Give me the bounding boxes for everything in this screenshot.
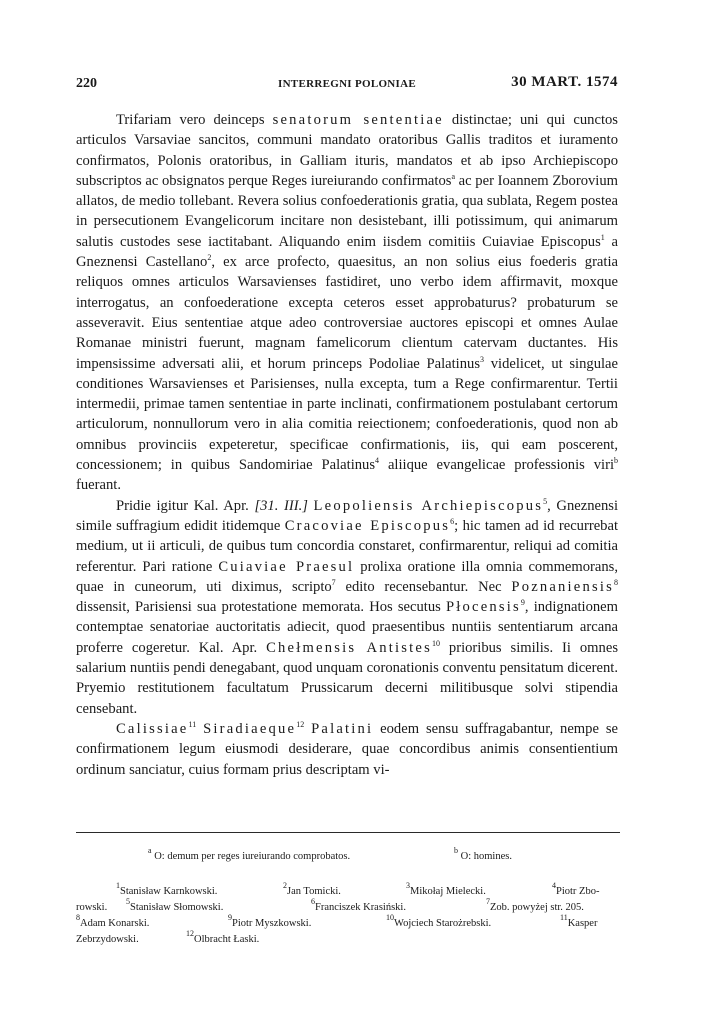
- running-header: [76, 74, 618, 96]
- spaced-name: Cuiaviae Praesul: [218, 558, 355, 575]
- note-11: $^{11}$ Kasper: [560, 913, 598, 929]
- page-number: 220: [76, 76, 97, 91]
- note-7: $^7$ Zob. powyżej str. 205.: [486, 897, 584, 913]
- footnote-ref: 8: [614, 577, 618, 587]
- note-6: $^6$ Franciszek Krasiński.: [311, 897, 406, 913]
- note-1: $^1$ Stanisław Karnkowski.: [116, 881, 218, 897]
- note-9: $^9$ Piotr Myszkowski.: [228, 913, 312, 929]
- text-run: ; hic tamen ad id recurrebat medium, ut ii articuli, de quibus tum concordia constaret, confirmarentur, reliqui ad comitia referentur. Pari ratione: [76, 517, 618, 575]
- note-12: $^{12}$ Olbracht Łaski.: [186, 929, 260, 945]
- text-run: Pridie igitur Kal. Apr.: [116, 497, 255, 514]
- text-run: distinctae; uni qui cunctos articulos Varsaviae sancitos, communi mandato oratoribus Gallis traditos et iuramento confirmatos, Polonis oratoribus, in Galliam ituris, mandatos et ab ipso Archiepiscopo subscriptos ac obsignatos perque Reges iureiurando confirmatos: [76, 112, 618, 189]
- text-run: aliique evangelicae professionis viri: [379, 457, 614, 474]
- footnote-ref: 7: [331, 577, 336, 587]
- paragraph: [76, 719, 618, 780]
- person-notes: [76, 881, 620, 948]
- main-text: [76, 110, 618, 780]
- footnote-ref: 11: [188, 719, 197, 729]
- footnote-ref: 2: [207, 253, 212, 263]
- note-11-cont: Zebrzydowski.: [76, 934, 139, 945]
- text-run: , ex arce profecto, quaesitus, an non solius eius foederis gratia reliquos omnes articulos Warsavienses fastidiret, uno verbo idem affirmavit, moxque interrogatus, an confoederatione excepta ceteros esset approbaturus? probaturum se asseveravit. Eius sententiae atque adeo controversiae auctores episcopi et omnes Aulae Romanae ministri fuerunt, magnam famelicorum clientum catervam ductantes. His impensissime adversati alii, et horum princeps Podoliae Palatinus: [76, 254, 618, 372]
- text-run: a Gneznensi Castellano: [76, 233, 618, 271]
- text-run: , indignationem contemptae senatoriae auctoritatis adiecit, quod praesentibus nuntiis sententiarum arcana proferre cogeretur. Kal. Apr.: [76, 599, 619, 656]
- footnote-ref: 10: [431, 638, 440, 648]
- text-run: dissensit, Parisiensi sua protestatione memorata. Hos secutus: [76, 599, 446, 616]
- spaced-name: Palatini: [311, 720, 374, 737]
- text-run: prolixa oratione illa omnia commemorans, quae in cuneorum, uti diximus, scripto: [76, 558, 619, 595]
- date-bracket: [31. III.]: [254, 497, 308, 514]
- note-8: $^8$ Adam Konarski.: [76, 913, 150, 929]
- paragraph: [76, 496, 618, 719]
- note-4: $^4$ Piotr Zbo-: [552, 881, 600, 897]
- footnote-ref: 3: [480, 354, 485, 364]
- text-run: edito recensebantur. Nec: [335, 578, 512, 595]
- note-line: [76, 881, 620, 900]
- text-run: , Gneznensi simile suffragium edidit itidemque: [76, 497, 618, 534]
- note-5: $^5$ Stanisław Słomowski.: [126, 897, 224, 913]
- footnote-ref: 1: [600, 232, 605, 242]
- running-title: INTERREGNI POLONIAE: [277, 78, 417, 90]
- note-line: [76, 929, 620, 948]
- footnote-ref: a: [451, 171, 455, 181]
- header-date: 30 MART. 1574: [511, 74, 618, 90]
- spaced-name: Siradiaeque: [203, 720, 297, 737]
- spaced-name: Calissiae: [116, 720, 189, 737]
- spaced-name: Cracoviae Episcopus: [284, 517, 451, 534]
- text-run: Trifariam vero deinceps: [116, 112, 273, 128]
- footnote-ref: 9: [520, 598, 525, 608]
- note-line: [76, 913, 620, 932]
- text-run: prioribus similis. Ii omnes salarium nuntiis pendi denegabant, quod unquam coronationis conventu pensitatum dicerent. Pryemio restitutionem facultatum Prussicarum decerni militibusque solvi stipendia censebant.: [76, 639, 618, 717]
- footnote-separator: [76, 832, 620, 833]
- note-10: $^{10}$ Wojciech Starożrebski.: [386, 913, 492, 929]
- note-2: $^2$ Jan Tomicki.: [283, 881, 341, 897]
- spaced-name: Chełmensis Antistes: [266, 639, 432, 656]
- spaced-name: Poznaniensis: [511, 578, 614, 595]
- textual-note-a: $^a$ O: demum per reges iureiurando comprobatos.: [148, 846, 351, 862]
- text-run: ac per Ioannem Zborovium allatos, de medio tollebant. Revera solius confoederationis gratia, qua sublata, Regem postea in persecutionem Evangelicorum incitare non desistebant, illi potissimum, qui animarum salutis custodes sese iactitabant. Aliquando enim iisdem comitiis Cuiaviae Episcopus: [76, 172, 618, 250]
- spaced-name: Płocensis: [445, 599, 521, 616]
- footnote-ref: 12: [296, 719, 305, 729]
- footnote-ref: 6: [450, 516, 455, 526]
- textual-note-b: $^b$ O: homines.: [454, 846, 512, 862]
- text-run: videlicet, ut singulae conditiones Warsavienses et Parisienses, nulla excepta, tum a Rege confirmarentur. Tertii intermedii, primae tamen sententiae in parte inclinati, confirmationem postulabant certorum articulorum, nonnullorum vero in alia comitia reiectionem; confoederationis, quod non ab omnibus provinciis expeteretur, specificae confirmationis, iis, qui eam poscerent, concessionem; in quibus Sandomiriae Palatinus: [76, 355, 619, 474]
- footnote-ref: 5: [543, 496, 548, 506]
- paragraph: [76, 110, 618, 496]
- spaced-name: senatorum sententiae: [272, 112, 444, 128]
- note-3: $^3$ Mikołaj Mielecki.: [406, 881, 486, 897]
- note-4-cont: rowski.: [76, 902, 108, 913]
- footnote-ref: 4: [375, 456, 380, 466]
- text-run: eodem sensu suffragabantur, nempe se confirmationem legum eiusmodi desiderare, quae concordibus animis consentientium ordinum sanciatur, cuius formam prius descriptam vi-: [76, 720, 618, 778]
- footnote-ref: b: [614, 456, 618, 466]
- text-run: fuerant.: [76, 477, 121, 494]
- note-line: [76, 897, 620, 916]
- spaced-name: Leopoliensis Archiepiscopus: [313, 497, 544, 514]
